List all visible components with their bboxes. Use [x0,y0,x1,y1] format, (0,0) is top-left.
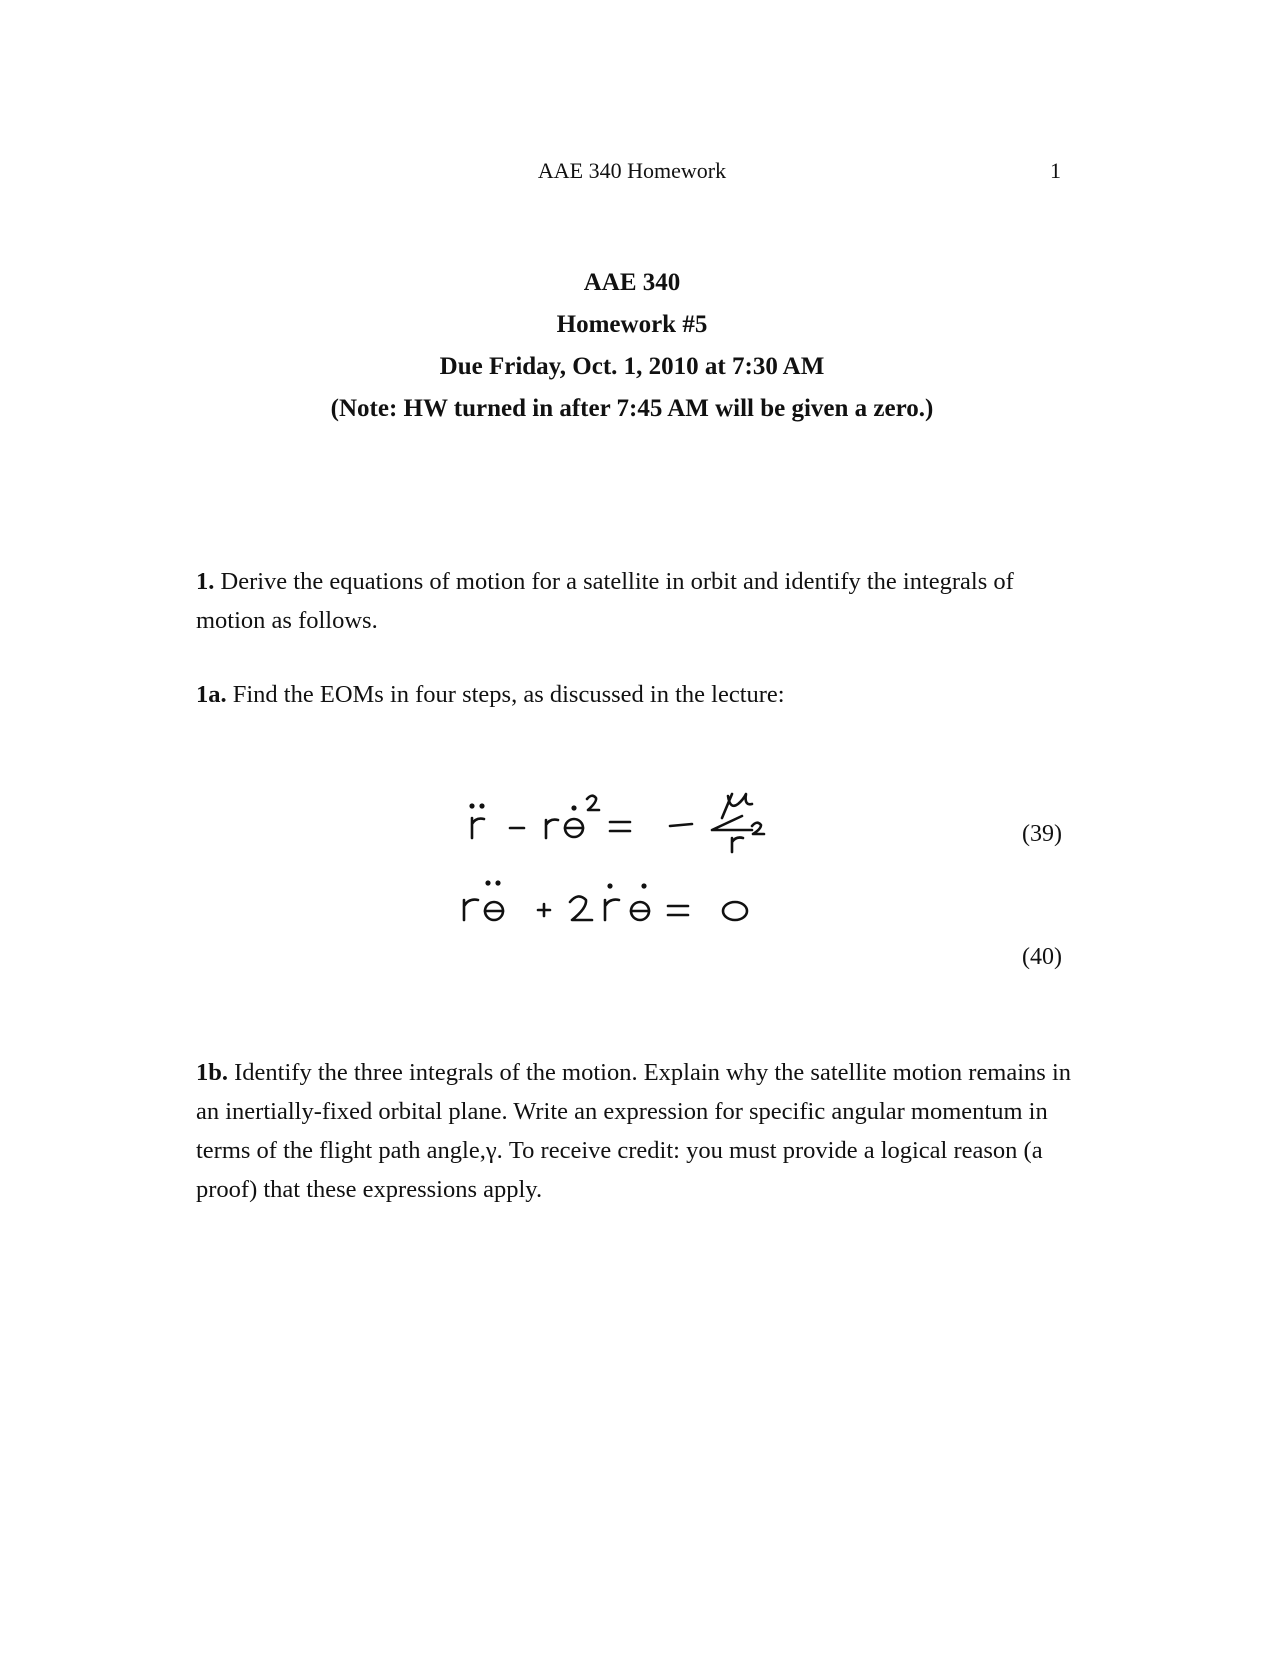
part-1a-text: Find the EOMs in four steps, as discussed in the lecture: [232,681,785,708]
assignment-title: Homework #5 [556,311,708,338]
part-1b [196,1053,1076,1209]
running-title: AAE 340 Homework [537,158,727,183]
title-block [0,262,1280,430]
equation-39-handwriting [469,794,764,852]
problem-1 [196,562,1076,640]
part-1a-label: 1a. [196,681,227,708]
course-title: AAE 340 [583,269,681,296]
equation-number-39: (39) [1022,821,1062,847]
part-1a [196,675,1076,714]
handwritten-equations [460,790,820,970]
part-1b-label: 1b. [196,1059,229,1086]
problem-1-text: Derive the equations of motion for a satellite in orbit and identify the integrals of motion as follows. [196,568,1014,634]
page-number: 1 [1050,158,1061,183]
problem-1-label: 1. [196,568,215,595]
running-header [0,158,1280,188]
part-1b-text: Identify the three integrals of the motion. Explain why the satellite motion remains in an inertially-fixed orbital plane. Write an expression for specific angular momentum in terms of the flight path angle,γ. To receive credit: you must provide a logical reason (a proof) that these expressions apply. [196,1059,1072,1203]
equation-number-40: (40) [1022,944,1062,970]
equation-40-handwriting [464,880,747,920]
late-note: (Note: HW turned in after 7:45 AM will be given a zero.) [330,395,934,422]
due-date: Due Friday, Oct. 1, 2010 at 7:30 AM [439,353,825,380]
